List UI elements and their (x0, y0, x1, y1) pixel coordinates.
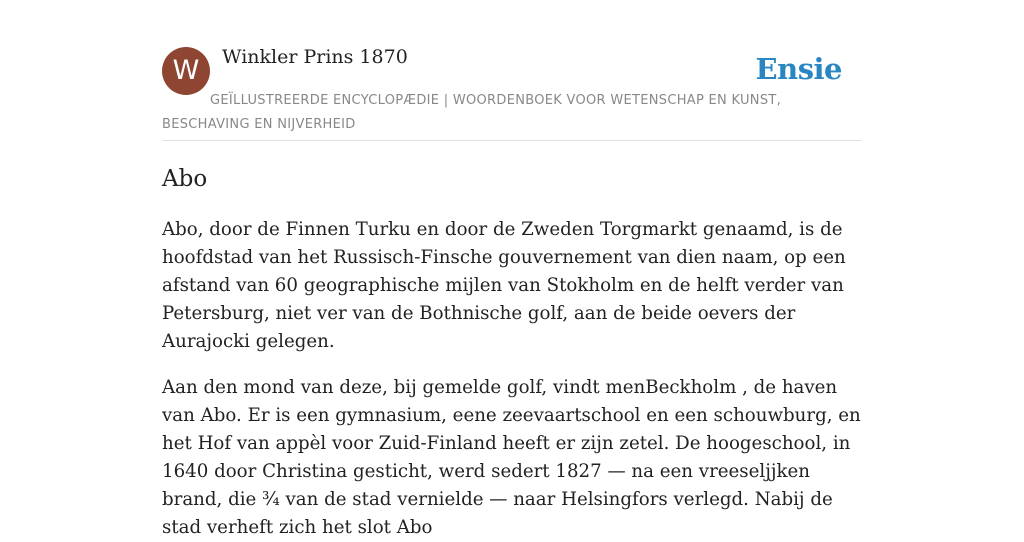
article-paragraph: Abo, door de Finnen Turku en door de Zweden Torgmarkt genaamd, is de hoofdstad van het Russisch-Finsche gouvernement van dien naam, op een afstand van 60 geographische mijlen van Stokholm en de helft verder van Petersburg, niet ver van de Bothnische golf, aan de beide oevers der Aurajocki gelegen. (162, 219, 846, 352)
article-body (162, 160, 862, 542)
source-subtitle: GEÏLLUSTREERDE ENCYCLOPÆDIE | WOORDENBOEK VOOR WETENSCHAP EN KUNST, BESCHAVING EN NIJVERHEID (162, 93, 782, 132)
source-title-link[interactable]: Winkler Prins 1870 (222, 46, 408, 68)
site-header (162, 0, 862, 141)
ensie-logo-link[interactable]: Ensie (755, 52, 842, 86)
article-paragraph: Aan den mond van deze, bij gemelde golf, vindt menBeckholm , de haven van Abo. Er is een gymnasium, eene zeevaartschool en een schouwburg, en het Hof van appèl voor Zuid-Finland heeft er zijn zetel. De hoogeschool, in 1640 door Christina gesticht, werd sedert 1827 — na een vreeseljjken brand, die ¾ van de stad vernielde — naar Helsingfors verlegd. Nabij de stad verheft zich het slot Abo (162, 377, 861, 538)
source-avatar[interactable]: W (162, 47, 210, 95)
article-title: Abo (162, 166, 208, 192)
